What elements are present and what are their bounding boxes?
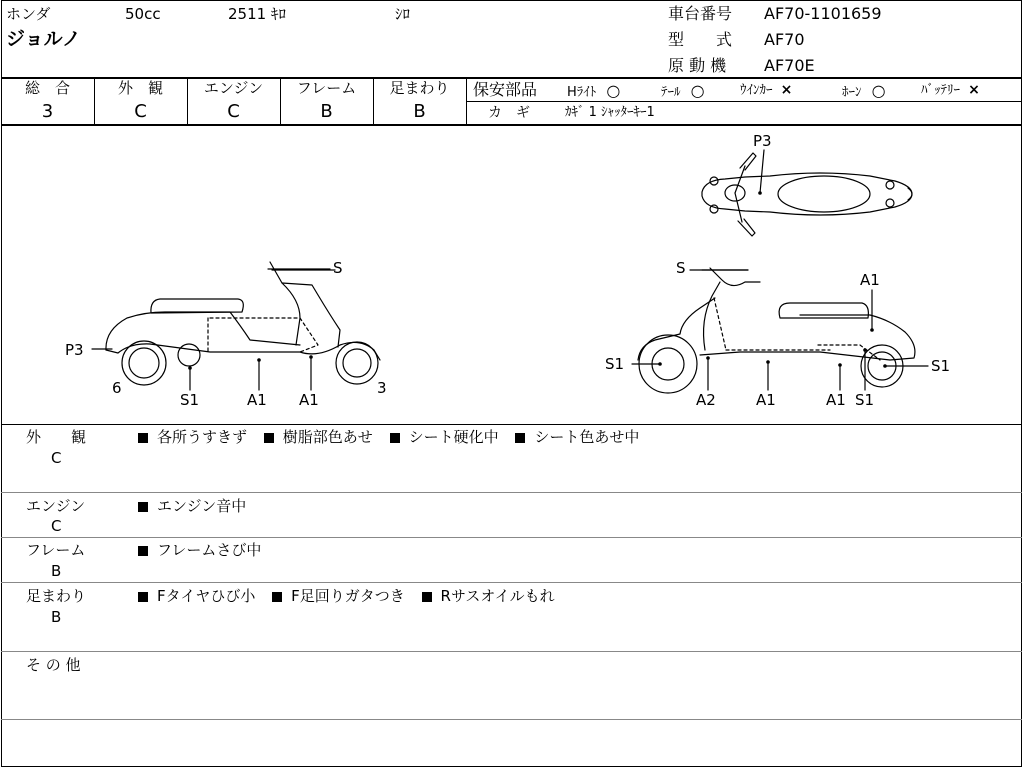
label-left-a1b: A1 (299, 391, 319, 409)
bullet-icon (272, 592, 282, 602)
safety-item-name: ﾃｰﾙ (661, 85, 681, 100)
safety-item-name: ｳｲﾝｶｰ (740, 83, 773, 98)
detail-item: Rサスオイルもれ (440, 587, 555, 605)
detail-item: 樹脂部色あせ (282, 428, 373, 446)
detail-grade: B (51, 608, 62, 626)
label-top-p3: P3 (753, 132, 772, 150)
safety-item-headlight (567, 83, 620, 99)
engine: AF70E (764, 56, 815, 75)
divider (467, 101, 1022, 102)
model-name: ジョルノ (6, 28, 81, 50)
label-left-a1a: A1 (247, 391, 267, 409)
detail-item: Fタイヤひび小 (157, 587, 256, 605)
cross-mark-icon: × (968, 82, 980, 98)
label-left-s: S (333, 259, 343, 277)
label-right-a2: A2 (696, 391, 716, 409)
label-right-s1-bottom: S1 (855, 391, 875, 409)
label-right-s1-right: S1 (931, 357, 951, 375)
safety-item-name: ﾊﾞｯﾃﾘｰ (921, 83, 960, 98)
label-left-3: 3 (377, 379, 387, 397)
grade-value-engine: C (227, 101, 240, 122)
safety-item-taillight (661, 83, 705, 99)
safety-label: 保安部品 (473, 80, 538, 99)
detail-items (138, 589, 567, 604)
type-label: 型 式 (668, 30, 733, 49)
label-right-a1-bottom: A1 (826, 391, 846, 409)
label-right-s: S (676, 259, 686, 277)
bullet-icon (390, 433, 400, 443)
color: ｼﾛ (395, 5, 411, 23)
detail-label: そ の 他 (26, 656, 81, 674)
bullet-icon (138, 502, 148, 512)
label-right-a1-mid: A1 (756, 391, 776, 409)
frame-no-label: 車台番号 (668, 4, 733, 23)
grade-label-suspension: 足まわり (389, 79, 450, 97)
safety-item-horn (842, 83, 886, 99)
type: AF70 (764, 30, 805, 49)
divider (1, 582, 1022, 583)
label-right-a1-top: A1 (860, 271, 880, 289)
scooter-left-side-icon (106, 262, 380, 385)
mileage: 2511 ｷﾛ (228, 5, 286, 23)
label-left-p3: P3 (65, 341, 84, 359)
circle-mark-icon: ○ (606, 81, 621, 100)
detail-label: 足まわり (26, 587, 87, 605)
grade-value-exterior: C (134, 101, 147, 122)
grade-value-overall: 3 (41, 101, 54, 122)
bullet-icon (138, 592, 148, 602)
key-value: ｶｷﾞ 1 ｼｬｯﾀｰｷｰ1 (565, 105, 655, 120)
bullet-icon (138, 433, 148, 443)
label-left-6: 6 (112, 379, 122, 397)
label-right-s1-left: S1 (605, 355, 625, 373)
grade-label-exterior: 外 観 (117, 79, 163, 97)
safety-item-name: Hﾗｲﾄ (567, 85, 597, 100)
scooter-top-view-icon (702, 153, 912, 236)
detail-items (138, 499, 258, 514)
divider (1, 537, 1022, 538)
displacement: 50cc (125, 5, 161, 23)
circle-mark-icon: ○ (871, 81, 886, 100)
circle-mark-icon: ○ (690, 81, 705, 100)
key-label: カ ギ (488, 105, 530, 121)
detail-item: F足回りガタつき (291, 587, 405, 605)
bullet-icon (515, 433, 525, 443)
bullet-icon (138, 546, 148, 556)
divider (1, 424, 1022, 425)
safety-item-winker (740, 83, 792, 97)
maker: ホンダ (6, 5, 51, 23)
safety-item-name: ﾎｰﾝ (842, 85, 862, 100)
pointer-lines (92, 150, 928, 390)
grade-value-suspension: B (413, 101, 426, 122)
grade-value-frame: B (320, 101, 333, 122)
detail-item: エンジン音中 (157, 497, 247, 515)
divider (1, 492, 1022, 493)
detail-label: フレーム (26, 541, 86, 559)
frame-no: AF70-1101659 (764, 4, 882, 23)
safety-item-battery (921, 83, 980, 97)
bullet-icon (422, 592, 432, 602)
engine-label: 原 動 機 (668, 56, 727, 75)
marker-dots (188, 191, 887, 370)
detail-grade: C (51, 449, 62, 467)
divider (1, 719, 1022, 720)
cross-mark-icon: × (780, 82, 793, 98)
divider (466, 78, 467, 124)
detail-label: 外 観 (26, 428, 87, 446)
bullet-icon (264, 433, 274, 443)
divider (1, 651, 1022, 652)
label-left-s1: S1 (180, 391, 200, 409)
detail-item: フレームさび中 (157, 541, 262, 559)
detail-grade: C (51, 517, 62, 535)
detail-item: シート色あせ中 (534, 428, 640, 446)
detail-item: シート硬化中 (408, 428, 499, 446)
detail-item: 各所うすきず (157, 428, 248, 446)
grade-label-overall: 総 合 (24, 79, 70, 97)
damage-diagram (0, 125, 1024, 425)
grade-label-engine: エンジン (203, 79, 264, 97)
grade-label-frame: フレーム (296, 79, 357, 97)
detail-label: エンジン (26, 497, 86, 515)
detail-items (138, 430, 651, 445)
detail-items (138, 543, 273, 558)
detail-grade: B (51, 562, 62, 580)
